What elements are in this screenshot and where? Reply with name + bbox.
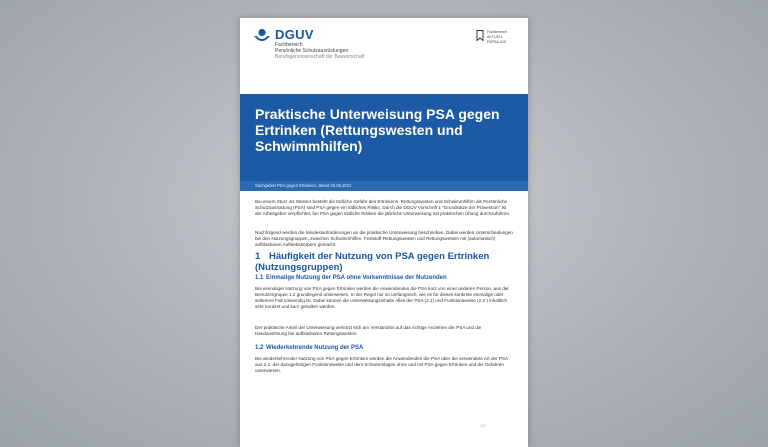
brand-subtitle: Fachbereich Persönliche Schutzausrüstungen Berufsgenossenschaft der Bauwirtschaft xyxy=(275,42,365,60)
document-title: Praktische Unterweisung PSA gegen Ertrinken (Rettungswesten und Schwimmhilfen) xyxy=(255,106,500,154)
section-1-heading: 1 Häufigkeit der Nutzung von PSA gegen Ertrinken (Nutzungsgruppen) xyxy=(255,251,490,273)
subsection-1-1-heading: 1.1 Einmalige Nutzung der PSA ohne Vorkenntnisse der Nutzenden xyxy=(255,275,447,281)
intro-paragraph-2: Nachfolgend werden die Mindestanforderungen an die praktische Unterweisung beschrieben. Dabei werden Unterscheidungen bei den Nutzungsgruppen, zwischen Schwimmhilfen, Feststoff-Rettungswesten und Rettungswesten mit (automatisch) aufblasbaren Auftriebskörpern gemacht. xyxy=(255,230,513,248)
dguv-logo-icon xyxy=(253,28,271,46)
strip-text: Sachgebiet PSA gegen Ertrinken, Stand 05.05.2021 xyxy=(255,183,352,188)
intro-paragraph-1: Bei einem Sturz ins Wasser besteht die tödliche Gefahr des Ertrinkens. Rettungswesten und Schwimmhilfen als Persönliche Schutzausrüstung (PSA) sind PSA gegen ein tödliches Risiko. Durch die DGUV Vorschrift 1 "Grundsätze der Prävention" ist der Arbeitgeber verpflichtet, bei PSA gegen tödliche Risiken die jährliche Unterweisung mit praktischen Übung durchzuführen. xyxy=(255,199,511,217)
brand-name: DGUV xyxy=(275,27,314,42)
bookmark-icon xyxy=(476,30,484,41)
info-strip xyxy=(240,181,528,191)
fach-label: Fachbereich AKTUELL FBPSA-016 xyxy=(487,30,507,44)
paragraph-1-2: Bei wiederkehrender Nutzung von PSA gegen Ertrinken werden die Anwendenden die PSA über die verwendete Art der PSA aus 2.2, der dazugehörigen Funktionsweise und dem Schwimmlagen ohne und mit PSA gegen Ertrinken und die Gefahren unterwiesen. xyxy=(255,356,508,374)
document-page xyxy=(240,18,528,447)
paragraph-1-1-a: Bei einmaliger Nutzung von PSA gegen Ertrinken werden die Anwendenden die PSA kurz von einer anderen Person, aus der Benutzergruppe 1.2 grundlegend unterwiesen. In der Regel nur so umfangreich, wie es für dieses konkrete einmalige oder seltenere Fall notwendig ist. Dabei können die Unterweisungsinhalte Alles der PSA (2.1) und Funktionsweise (2.2 ) inhaltlich sehr konkret und kurz gehalten werden. xyxy=(255,286,509,310)
title-banner xyxy=(240,94,528,181)
subsection-1-2-heading: 1.2 Wiederkehrende Nutzung der PSA xyxy=(255,345,364,351)
page-number: 1/5 xyxy=(480,423,486,428)
paragraph-1-1-b: Der praktische Anteil der Unterweisung verkürzt sich am Verständnis auf das richtige Anziehen der PSA und die Handauslösung bei aufblasbaren Rettungswesten. xyxy=(255,325,482,337)
